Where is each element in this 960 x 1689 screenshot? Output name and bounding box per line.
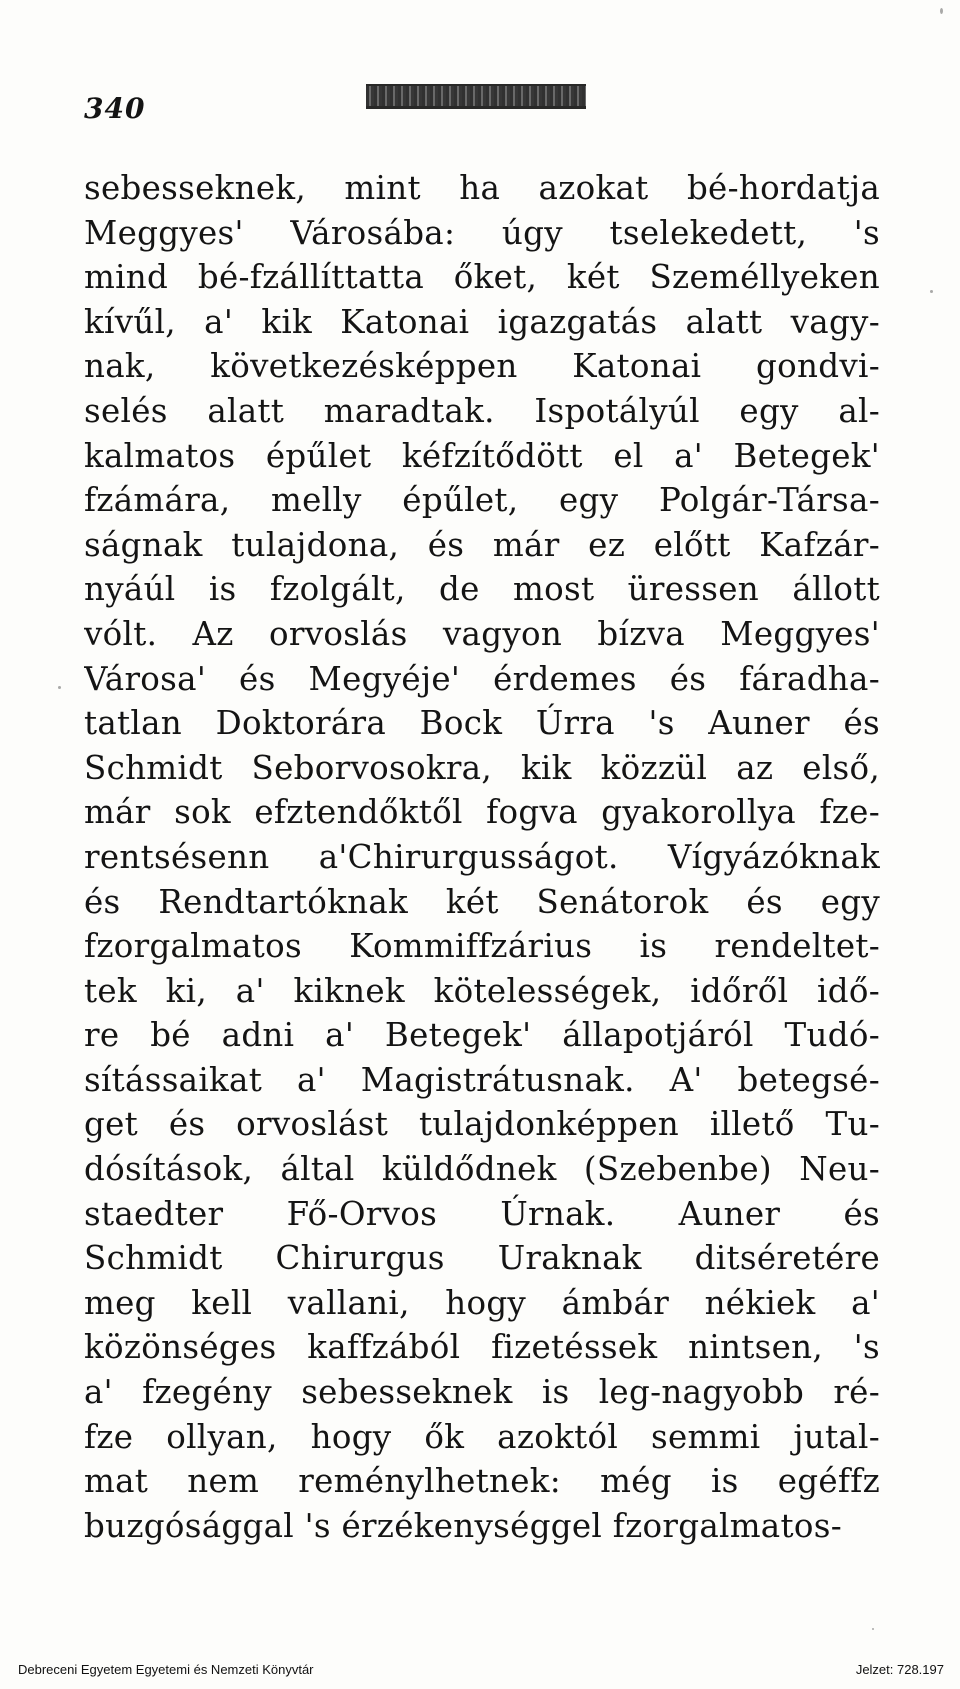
- text-line: staedter Fő-Orvos Úrnak. Auner és: [84, 1194, 880, 1233]
- text-line: Schmidt Chirurgus Uraknak ditséretére: [84, 1239, 880, 1278]
- page-number: 340: [84, 92, 146, 125]
- text-line: sítássaikat a' Magistrátusnak. A' betegsé-: [84, 1060, 880, 1099]
- text-line: Meggyes' Városába: úgy tselekedett, 's: [84, 213, 880, 252]
- text-line: már sok efztendőktől fogva gyakorollya fze-: [84, 793, 880, 832]
- text-line: fzámára, melly épűlet, egy Polgár-Társa-: [84, 481, 880, 520]
- text-line: tek ki, a' kiknek kötelességek, időről idő-: [84, 971, 880, 1010]
- text-line: rentsésenn a'Chirurgusságot. Vígyázóknak: [84, 837, 880, 876]
- body-text: [84, 166, 880, 1548]
- header-ornament: [366, 84, 586, 109]
- scan-speck: [872, 1628, 874, 1630]
- scan-speck: [940, 8, 943, 14]
- text-line: Városa' és Megyéje' érdemes és fáradha-: [84, 659, 880, 698]
- library-credit: Debreceni Egyetem Egyetemi és Nemzeti Könyvtár: [18, 1662, 314, 1677]
- text-line: kalmatos épűlet kéfzítődött el a' Betegek': [84, 436, 880, 475]
- text-line: selés alatt maradtak. Ispotályúl egy al-: [84, 391, 880, 430]
- text-line: nak, következésképpen Katonai gondvi-: [84, 347, 880, 386]
- text-line: fze ollyan, hogy ők azoktól semmi jutal-: [84, 1417, 880, 1456]
- text-line: get és orvoslást tulajdonképpen illető Tu-: [84, 1105, 880, 1144]
- text-line: dósítások, által küldődnek (Szebenbe) Neu-: [84, 1150, 880, 1189]
- text-line: sebesseknek, mint ha azokat bé-hordatja: [84, 169, 880, 207]
- text-line: Schmidt Seborvosokra, kik közzül az első,: [84, 748, 880, 787]
- text-line: ságnak tulajdona, és már ez előtt Kafzár-: [84, 525, 880, 564]
- text-line: mat nem reménylhetnek: még is egéffz: [84, 1462, 880, 1501]
- scan-speck: [58, 686, 61, 689]
- text-line: vólt. Az orvoslás vagyon bízva Meggyes': [84, 614, 880, 653]
- text-line: tatlan Doktorára Bock Úrra 's Auner és: [84, 704, 880, 743]
- text-line: re bé adni a' Betegek' állapotjáról Tudó-: [84, 1016, 880, 1055]
- text-line: kívűl, a' kik Katonai igazgatás alatt vagy-: [84, 302, 880, 341]
- text-line: fzorgalmatos Kommiffzárius is rendeltet-: [84, 927, 880, 966]
- text-line: buzgósággal 's érzékenységgel fzorgalmatos-: [84, 1506, 842, 1545]
- text-line: meg kell vallani, hogy ámbár nékiek a': [84, 1283, 880, 1322]
- text-line: nyáúl is fzolgált, de most üressen állott: [84, 570, 880, 609]
- text-line: és Rendtartóknak két Senátorok és egy: [84, 882, 880, 921]
- text-line: közönséges kaffzából fizetéssek nintsen, 's: [84, 1328, 880, 1367]
- shelfmark: Jelzet: 728.197: [855, 1662, 944, 1677]
- text-line: mind bé-fzállíttatta őket, két Személlyeken: [84, 258, 880, 297]
- scan-speck: [930, 290, 933, 293]
- text-line: a' fzegény sebesseknek is leg-nagyobb ré-: [84, 1373, 880, 1412]
